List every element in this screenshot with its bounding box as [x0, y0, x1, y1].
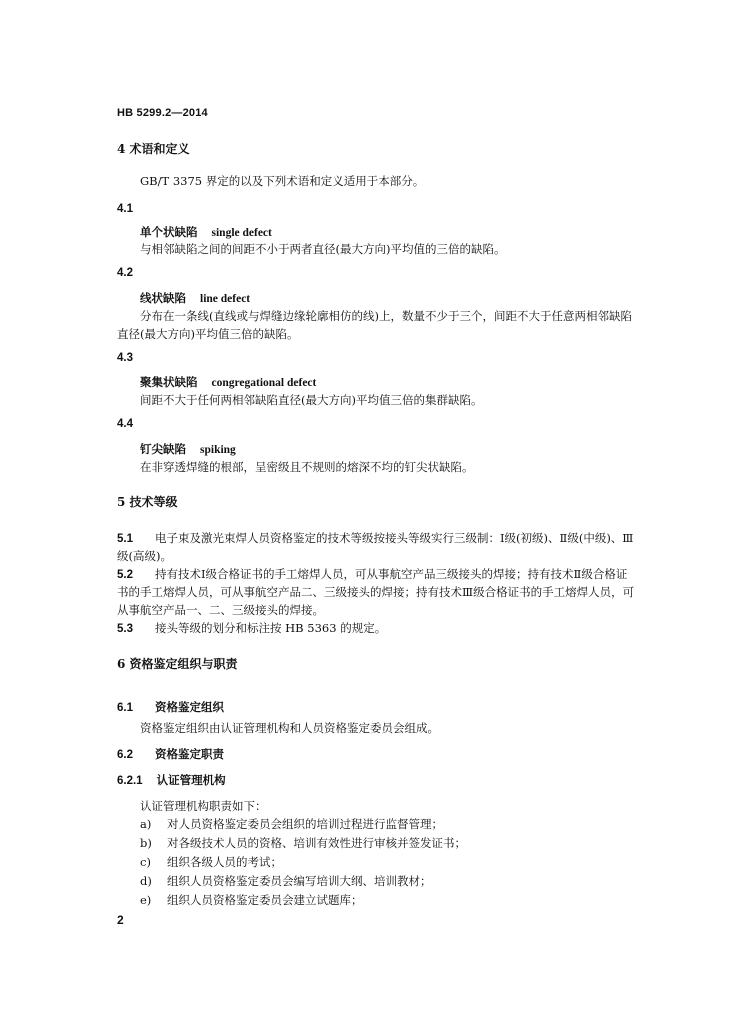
list-label: a): [140, 817, 152, 831]
clause-number: 5.3: [117, 623, 133, 635]
clause-number: 6.2: [117, 749, 133, 761]
list-label: e): [140, 893, 152, 907]
clause-5-2-line-1: [117, 566, 627, 582]
list-label: d): [140, 874, 152, 888]
term-4-2-definition-line-1: 分布在一条线(直线或与焊缝边缘轮廓相仿的线)上，数量不少于三个，间距不大于任意两相邻缺陷: [140, 309, 632, 323]
list-item: [140, 892, 363, 908]
clause-5-1-line-2: 级(高级)。: [117, 549, 172, 563]
clause-title: 资格鉴定职责: [155, 747, 224, 761]
term-zh: 钉尖缺陷: [140, 442, 186, 456]
term-4-2-definition-line-2: 直径(最大方向)平均值三倍的缺陷。: [117, 327, 299, 341]
term-en: congregational defect: [211, 377, 317, 389]
term-4-2-number: 4.2: [117, 267, 133, 279]
list-text: 对各级技术人员的资格、培训有效性进行审核并签发证书；: [167, 836, 466, 850]
page-number: 2: [117, 913, 124, 927]
term-4-2-title: [140, 290, 250, 306]
clause-6-2-title: [117, 746, 224, 762]
list-text: 对人员资格鉴定委员会组织的培训过程进行监督管理；: [167, 817, 443, 831]
term-4-1-number: 4.1: [117, 203, 133, 215]
clause-6-2-1-intro: 认证管理机构职责如下：: [140, 799, 267, 813]
clause-number: 6.1: [117, 702, 133, 714]
term-en: line defect: [200, 293, 251, 305]
list-label: c): [140, 855, 151, 869]
list-item: [140, 835, 466, 851]
term-zh: 聚集状缺陷: [140, 375, 198, 389]
term-4-1-definition: 与相邻缺陷之间的间距不小于两者直径(最大方向)平均值的三倍的缺陷。: [140, 242, 506, 256]
term-en: spiking: [200, 444, 236, 456]
list-text: 组织各级人员的考试；: [167, 855, 282, 869]
term-4-4-number: 4.4: [117, 418, 133, 430]
section-4-heading: 4 术语和定义: [117, 142, 190, 156]
term-en: single defect: [211, 227, 272, 239]
clause-6-1-title: [117, 699, 224, 715]
term-zh: 单个状缺陷: [140, 225, 198, 239]
list-item: [140, 816, 443, 832]
clause-text: 持有技术Ⅰ级合格证书的手工熔焊人员，可从事航空产品三级接头的焊接；持有技术Ⅱ级合格证: [155, 567, 628, 581]
clause-number: 5.2: [117, 569, 133, 581]
clause-6-1-text: 资格鉴定组织由认证管理机构和人员资格鉴定委员会组成。: [140, 721, 439, 735]
section-4-intro: GB/T 3375 界定的以及下列术语和定义适用于本部分。: [140, 174, 425, 188]
clause-text: 接头等级的划分和标注按 HB 5363 的规定。: [155, 621, 387, 635]
clause-title: 资格鉴定组织: [155, 700, 224, 714]
standard-number: HB 5299.2—2014: [117, 107, 208, 119]
term-4-3-number: 4.3: [117, 352, 133, 364]
clause-number: 6.2.1: [117, 775, 143, 787]
term-4-3-definition: 间距不大于任何两相邻缺陷直径(最大方向)平均值三倍的集群缺陷。: [140, 393, 483, 407]
list-item: [140, 854, 282, 870]
clause-title: 认证管理机构: [156, 773, 226, 787]
section-5-heading: 5 技术等级: [117, 495, 178, 509]
list-label: b): [140, 836, 152, 850]
clause-6-2-1-title: [117, 772, 226, 788]
clause-5-2-line-3: 从事航空产品一、二、三级接头的焊接。: [117, 603, 324, 617]
clause-number: 5.1: [117, 533, 133, 545]
term-4-3-title: [140, 374, 316, 390]
section-6-heading: 6 资格鉴定组织与职责: [117, 657, 238, 671]
term-4-1-title: [140, 224, 272, 240]
clause-text: 电子束及激光束焊人员资格鉴定的技术等级按接头等级实行三级制：Ⅰ级(初级)、Ⅱ级(中级)、Ⅲ: [155, 531, 634, 545]
term-4-4-definition: 在非穿透焊缝的根部，呈密级且不规则的熔深不均的钉尖状缺陷。: [140, 460, 474, 474]
list-text: 组织人员资格鉴定委员会编写培训大纲、培训教材；: [167, 874, 432, 888]
clause-5-2-line-2: 书的手工熔焊人员，可从事航空产品二、三级接头的焊接；持有技术Ⅲ级合格证书的手工熔焊人员，可: [117, 585, 635, 599]
clause-5-1-line-1: [117, 530, 633, 546]
list-item: [140, 873, 432, 889]
clause-5-3: [117, 620, 386, 636]
list-text: 组织人员资格鉴定委员会建立试题库；: [167, 893, 363, 907]
term-zh: 线状缺陷: [140, 291, 186, 305]
term-4-4-title: [140, 441, 236, 457]
